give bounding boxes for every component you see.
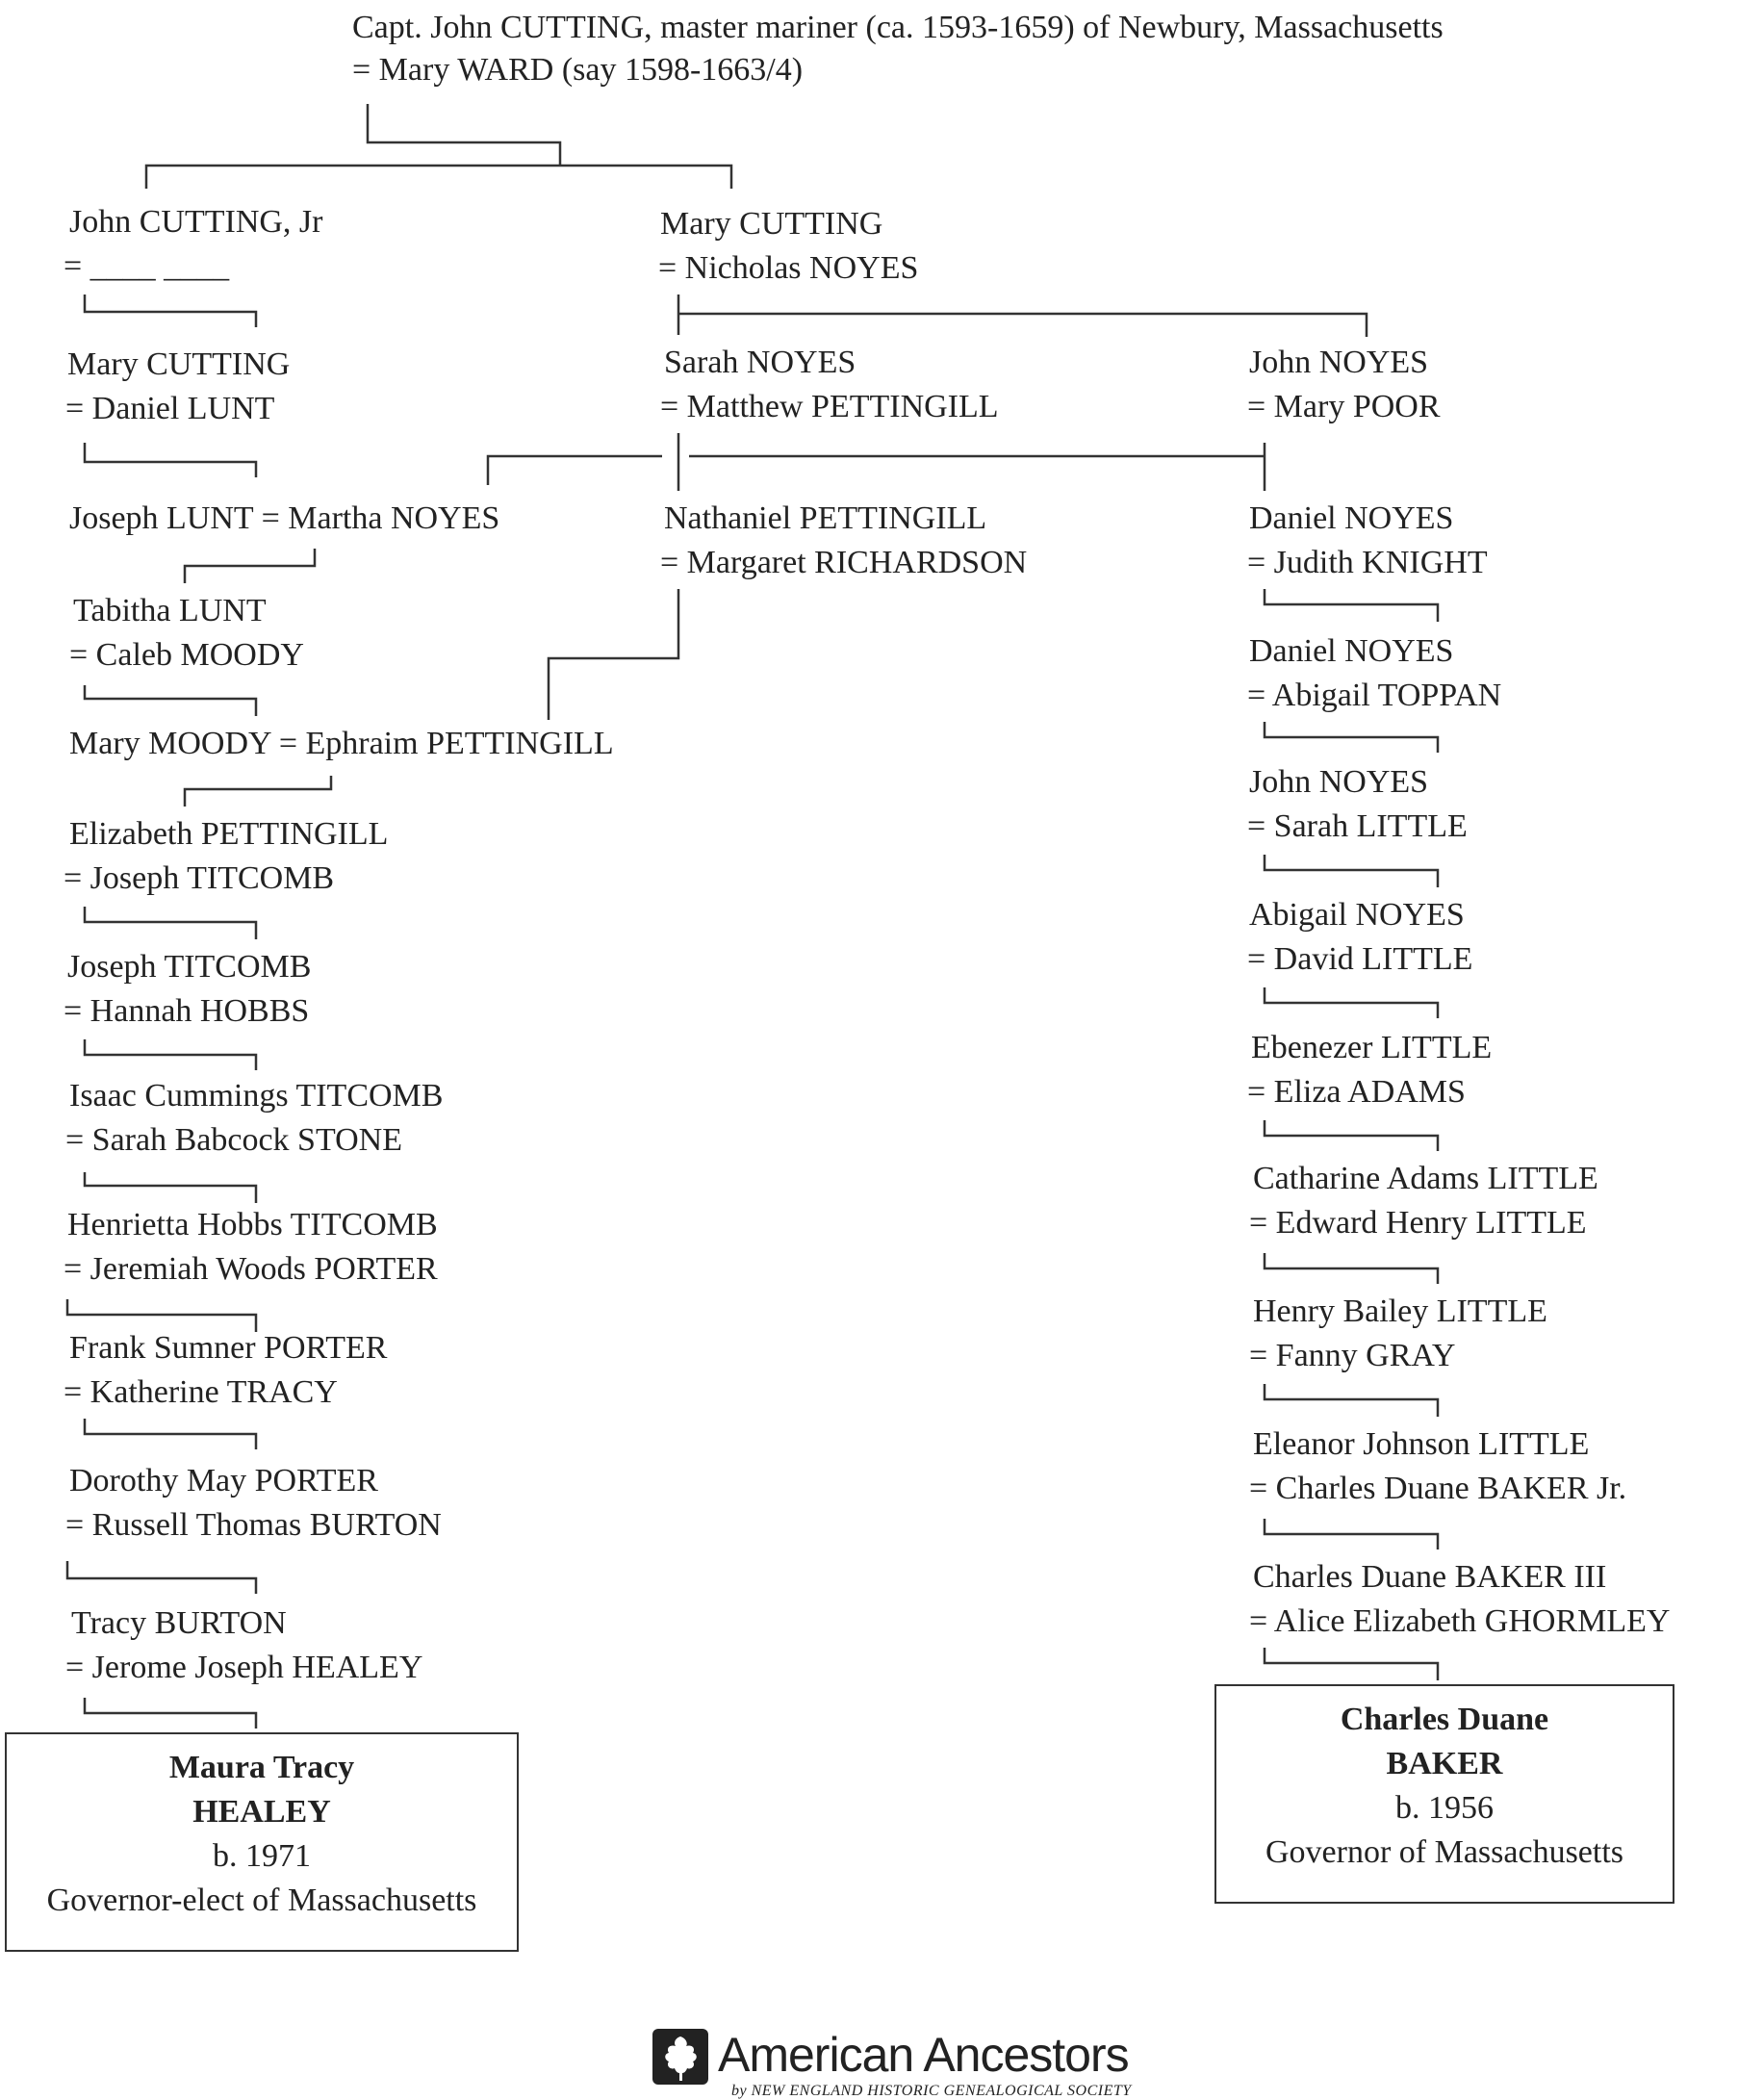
progenitor-line: Capt. John CUTTING, master mariner (ca. 1593-1659) of Newbury, Massachusetts (352, 10, 1444, 45)
baker-given-names: Charles Duane (1340, 1702, 1549, 1737)
spouse-russell-burton: = Russell Thomas BURTON (65, 1507, 442, 1543)
person-ebenezer-little: Ebenezer LITTLE (1251, 1030, 1493, 1065)
baker-birth-year: b. 1956 (1395, 1790, 1494, 1826)
person-frank-porter: Frank Sumner PORTER (69, 1330, 388, 1366)
spouse-joseph-titcomb: = Joseph TITCOMB (64, 860, 335, 896)
spouse-matthew-pettingill: = Matthew PETTINGILL (660, 389, 999, 424)
spouse-alice-ghormley: = Alice Elizabeth GHORMLEY (1249, 1603, 1671, 1639)
person-elizabeth-pettingill: Elizabeth PETTINGILL (69, 816, 389, 852)
spouse-nicholas-noyes: = Nicholas NOYES (658, 250, 919, 286)
person-john-cutting-jr: John CUTTING, Jr (69, 204, 323, 240)
healey-box (5, 1732, 519, 1952)
person-joseph-titcomb: Joseph TITCOMB (67, 949, 312, 985)
person-nathaniel-pettingill: Nathaniel PETTINGILL (664, 500, 987, 536)
person-mary-cutting-noyes: Mary CUTTING (660, 206, 883, 242)
spouse-hannah-hobbs: = Hannah HOBBS (64, 993, 310, 1029)
spouse-sarah-little: = Sarah LITTLE (1247, 808, 1468, 844)
person-isaac-titcomb: Isaac Cummings TITCOMB (69, 1078, 444, 1114)
spouse-mary-poor: = Mary POOR (1247, 389, 1441, 424)
person-daniel-noyes-1: Daniel NOYES (1249, 500, 1454, 536)
person-joseph-lunt: Joseph LUNT = Martha NOYES (69, 500, 500, 536)
spouse-caleb-moody: = Caleb MOODY (69, 637, 304, 673)
spouse-fanny-gray: = Fanny GRAY (1249, 1338, 1456, 1373)
progenitor-spouse: = Mary WARD (say 1598-1663/4) (352, 52, 804, 88)
brand-name: American Ancestors (718, 2028, 1129, 2082)
person-john-noyes-1: John NOYES (1249, 345, 1429, 380)
person-henry-little: Henry Bailey LITTLE (1253, 1293, 1547, 1329)
spouse-abigail-toppan: = Abigail TOPPAN (1247, 678, 1502, 713)
person-charles-baker-iii: Charles Duane BAKER III (1253, 1559, 1607, 1595)
person-daniel-noyes-2: Daniel NOYES (1249, 633, 1454, 669)
person-sarah-noyes: Sarah NOYES (664, 345, 856, 380)
american-ancestors-logo (652, 2028, 1132, 2099)
person-mary-moody: Mary MOODY = Ephraim PETTINGILL (69, 726, 614, 761)
baker-title: Governor of Massachusetts (1265, 1834, 1624, 1870)
spouse-eliza-adams: = Eliza ADAMS (1247, 1074, 1466, 1110)
person-abigail-noyes: Abigail NOYES (1249, 897, 1465, 933)
spouse-john-cutting-jr: = ____ ____ (64, 248, 230, 284)
person-henrietta-titcomb: Henrietta Hobbs TITCOMB (67, 1207, 438, 1242)
spouse-jeremiah-porter: = Jeremiah Woods PORTER (64, 1251, 438, 1287)
baker-surname: BAKER (1386, 1746, 1503, 1781)
spouse-edward-little: = Edward Henry LITTLE (1249, 1205, 1587, 1241)
healey-surname: HEALEY (192, 1794, 331, 1830)
spouse-daniel-lunt: = Daniel LUNT (65, 391, 275, 426)
person-dorothy-porter: Dorothy May PORTER (69, 1463, 378, 1498)
oak-leaf-icon (652, 2029, 708, 2085)
healey-birth-year: b. 1971 (213, 1838, 311, 1874)
brand-subtitle: by NEW ENGLAND HISTORIC GENEALOGICAL SOCIETY (731, 2083, 1132, 2099)
baker-box (1214, 1684, 1674, 1904)
spouse-david-little: = David LITTLE (1247, 941, 1473, 977)
spouse-charles-baker-jr: = Charles Duane BAKER Jr. (1249, 1471, 1627, 1506)
spouse-jerome-healey: = Jerome Joseph HEALEY (65, 1650, 423, 1685)
spouse-katherine-tracy: = Katherine TRACY (64, 1374, 338, 1410)
person-tracy-burton: Tracy BURTON (71, 1605, 287, 1641)
person-mary-cutting-lunt: Mary CUTTING (67, 346, 291, 382)
person-john-noyes-2: John NOYES (1249, 764, 1429, 800)
spouse-judith-knight: = Judith KNIGHT (1247, 545, 1488, 580)
healey-title: Governor-elect of Massachusetts (46, 1882, 477, 1918)
person-tabitha-lunt: Tabitha LUNT (73, 593, 267, 628)
healey-given-names: Maura Tracy (168, 1750, 355, 1785)
person-eleanor-little: Eleanor Johnson LITTLE (1253, 1426, 1590, 1462)
spouse-sarah-stone: = Sarah Babcock STONE (65, 1122, 402, 1158)
person-catharine-little: Catharine Adams LITTLE (1253, 1161, 1598, 1196)
spouse-margaret-richardson: = Margaret RICHARDSON (660, 545, 1028, 580)
